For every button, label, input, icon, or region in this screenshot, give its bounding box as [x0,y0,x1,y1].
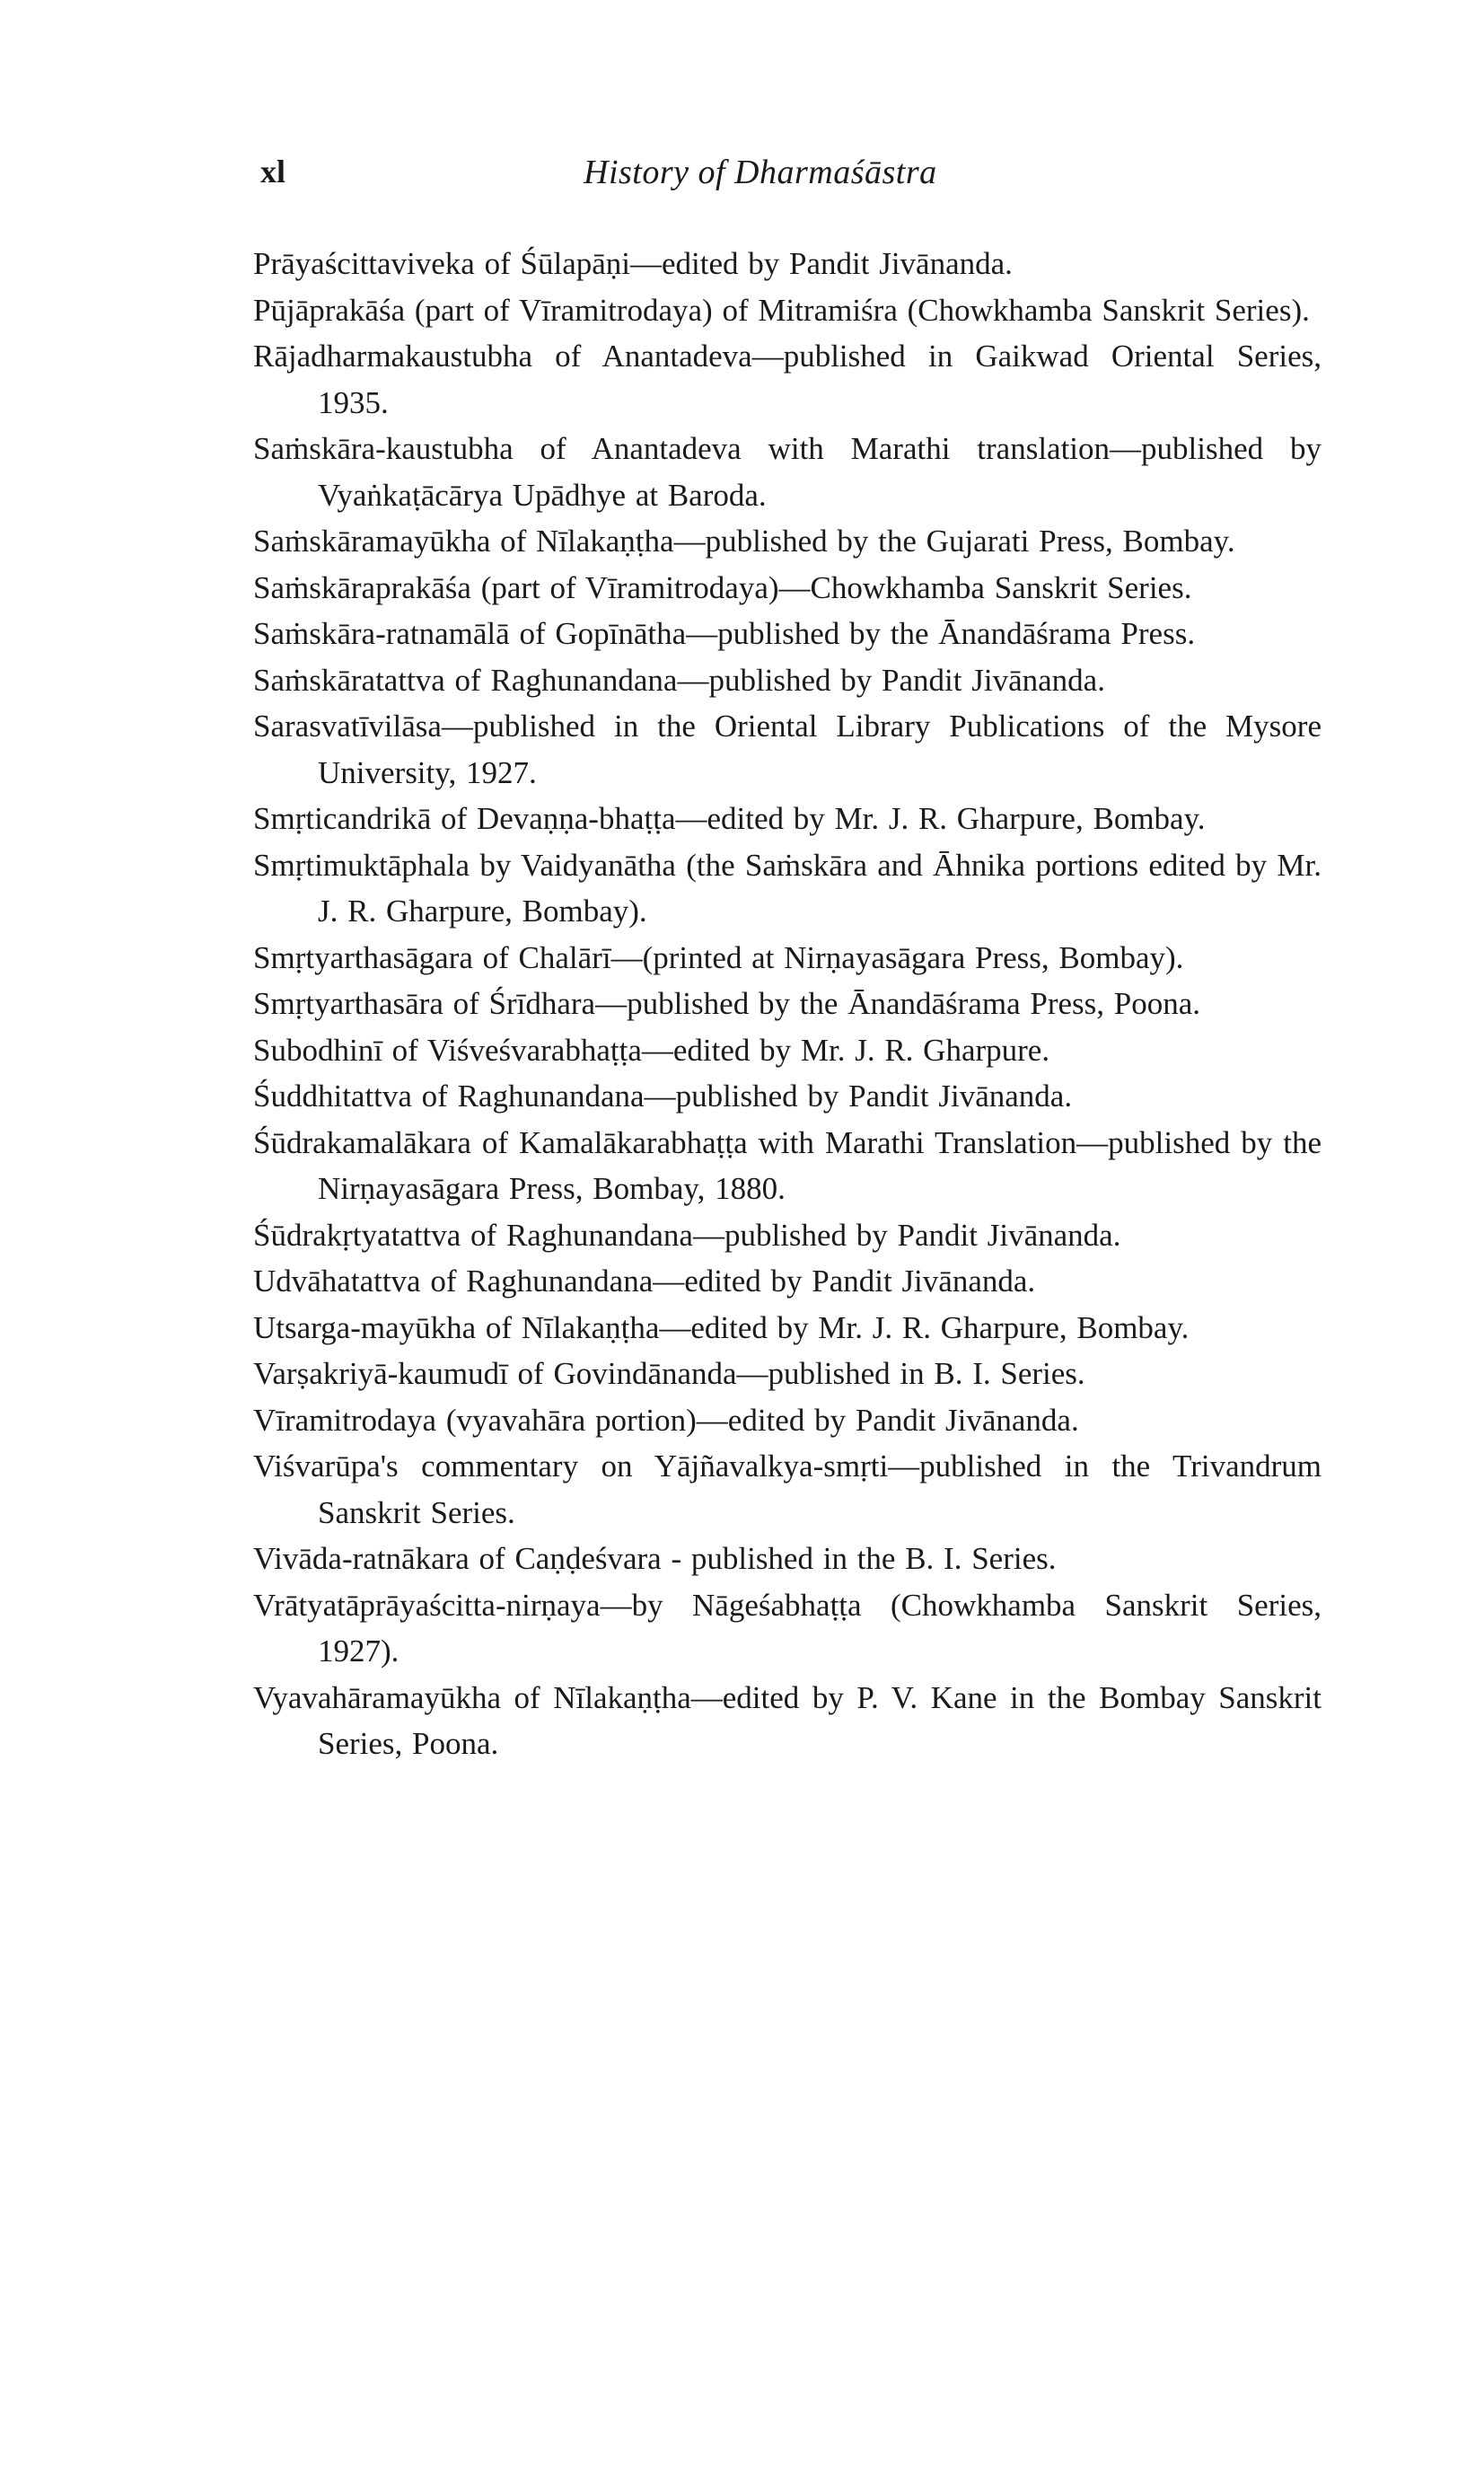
bibliography-entry: Saṁskāra-ratnamālā of Gopīnātha—published by the Ānandāśrama Press. [253,616,1196,651]
bibliography-entry: Saṁskāramayūkha of Nīlakaṇṭha—published by the Gujarati Press, Bombay. [253,524,1235,559]
running-title: History of Dharmaśāstra [584,154,937,191]
bibliography-entry: Smṛtyarthasāra of Śrīdhara—published by the Ānandāśrama Press, Poona. [253,986,1201,1021]
page-number: xl [260,154,286,189]
bibliography-entry: Saṁskāra-kaustubha of Anantadeva with Marathi translation—published by Vyaṅkaṭācārya Upādhye at Baroda. [253,431,1322,513]
bibliography-entry: Udvāhatattva of Raghunandana—edited by Pandit Jivānanda. [253,1264,1036,1299]
bibliography-entry: Sarasvatīvilāsa—published in the Oriental Library Publications of the Mysore University, 1927. [253,709,1322,790]
bibliography-entry: Smṛticandrikā of Devaṇṇa-bhaṭṭa—edited by Mr. J. R. Gharpure, Bombay. [253,801,1206,836]
bibliography-entry: Śuddhitattva of Raghunandana—published by Pandit Jivānanda. [253,1079,1073,1114]
bibliography-entry: Vīramitrodaya (vyavahāra portion)—edited by Pandit Jivānanda. [253,1402,1079,1438]
bibliography-entry: Varṣakriyā-kaumudī of Govindānanda—published in B. I. Series. [253,1356,1085,1391]
bibliography-entry: Vyavahāramayūkha of Nīlakaṇṭha—edited by P. V. Kane in the Bombay Sanskrit Series, Poona. [253,1679,1322,1761]
bibliography-entry: Subodhinī of Viśveśvarabhaṭṭa—edited by Mr. J. R. Gharpure. [253,1032,1050,1068]
bibliography-list [253,241,1322,1767]
bibliography-entry: Smṛtimuktāphala by Vaidyanātha (the Saṁskāra and Āhnika portions edited by Mr. J. R. Gharpure, Bombay). [253,847,1322,929]
bibliography-entry: Vivāda-ratnākara of Caṇḍeśvara - published in the B. I. Series. [253,1541,1057,1576]
bibliography-entry: Saṁskāratattva of Raghunandana—published by Pandit Jivānanda. [253,662,1105,698]
bibliography-entry: Śūdrakamalākara of Kamalākarabhaṭṭa with Marathi Translation—published by the Nirṇayasāgara Press, Bombay, 1880. [253,1124,1322,1206]
bibliography-entry: Pūjāprakāśa (part of Vīramitrodaya) of Mitramiśra (Chowkhamba Sanskrit Series). [253,292,1310,328]
bibliography-entry: Vrātyatāprāyaścitta-nirṇaya—by Nāgeśabhaṭṭa (Chowkhamba Sanskrit Series, 1927). [253,1587,1322,1669]
bibliography-entry: Prāyaścittaviveka of Śūlapāṇi—edited by Pandit Jivānanda. [253,246,1013,281]
bibliography-entry: Rājadharmakaustubha of Anantadeva—published in Gaikwad Oriental Series, 1935. [253,339,1322,420]
bibliography-entry: Smṛtyarthasāgara of Chalārī—(printed at Nirṇayasāgara Press, Bombay). [253,939,1184,975]
bibliography-entry: Utsarga-mayūkha of Nīlakaṇṭha—edited by Mr. J. R. Gharpure, Bombay. [253,1309,1190,1345]
bibliography-entry: Viśvarūpa's commentary on Yājñavalkya-smṛti—published in the Trivandrum Sanskrit Series. [253,1449,1322,1530]
bibliography-entry: Śūdrakṛtyatattva of Raghunandana—published by Pandit Jivānanda. [253,1217,1121,1253]
bibliography-entry: Saṁskāraprakāśa (part of Vīramitrodaya)—Chowkhamba Sanskrit Series. [253,569,1192,605]
page-header [260,153,1230,207]
